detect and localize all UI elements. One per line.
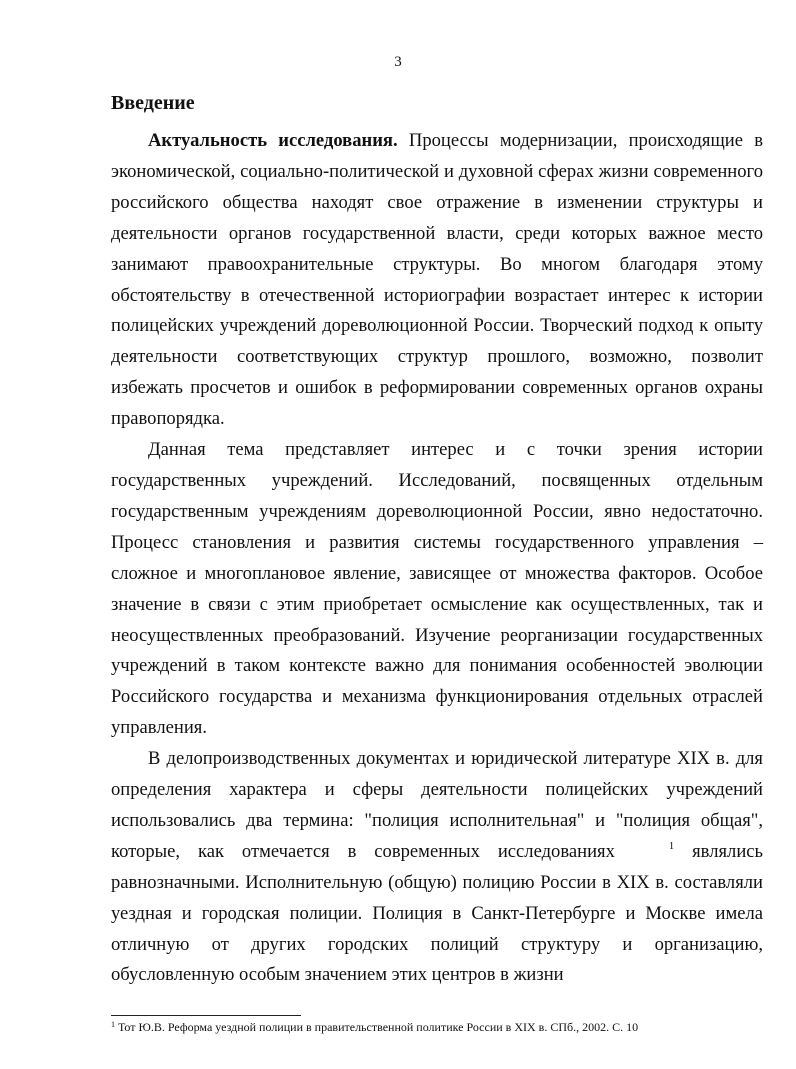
page-number: 3: [394, 54, 402, 70]
paragraph-terminology: [111, 744, 763, 991]
paragraph-state-institutions: Данная тема представляет интерес и с точки зрения истории государственных учреждений. Исследований, посвященных отдельным государственным учреждениям дореволюционной России, явно недостаточно. Процесс становления и развития системы государственного управления – сложное и многоплановое явление, зависящее от множества факторов. Особое значение в связи с этим приобретает осмысление как осуществленных, так и неосуществленных преобразований. Изучение реорганизации государственных учреждений в таком контексте важно для понимания особенностей эволюции Российского государства и механизма функционирования отдельных отраслей управления.: [111, 439, 763, 739]
paragraph-text: Процессы модернизации, происходящие в экономической, социально-политической и духовной сферах жизни современного российского общества находят свое отражение в изменении структуры и деятельности органов государственной власти, среди которых важное место занимают правоохранительные структуры. Во многом благодаря этому обстоятельству в отечественной историографии возрастает интерес к истории полицейских учреждений дореволюционной России. Творческий подход к опыту деятельности соответствующих структур прошлого, возможно, позволит избежать просчетов и ошибок в реформировании современных органов охраны правопорядка.: [111, 130, 764, 430]
paragraph-text: В делопроизводственных документах и юридической литературе XIX в. для определения характера и сферы деятельности полицейских учреждений использовались два термина: "полиция исполнительная" и "полиция общая", которые, как отмечается в современных исследованиях: [111, 748, 763, 862]
paragraph-relevance: [111, 126, 763, 435]
footnote-separator: [111, 1015, 301, 1016]
footnote-marker: 1: [111, 1020, 115, 1029]
footnote: [111, 1020, 771, 1034]
footnote-text: Тот Ю.В. Реформа уездной полиции в правительственной политике России в XIX в. СПб., 2002. С. 10: [118, 1020, 639, 1034]
footnote-reference[interactable]: 1: [668, 839, 675, 852]
paragraph-lead: Актуальность исследования.: [148, 130, 398, 151]
paragraph-text: являлись равнозначными. Исполнительную (общую) полицию России в XIX в. составляли уездная и городская полиции. Полиция в Санкт-Петербурге и Москве имела отличную от других городских полиций структуру и организацию, обусловленную особым значением этих центров в жизни: [111, 840, 764, 986]
section-heading: Введение: [111, 92, 195, 114]
body-text: [111, 126, 763, 991]
